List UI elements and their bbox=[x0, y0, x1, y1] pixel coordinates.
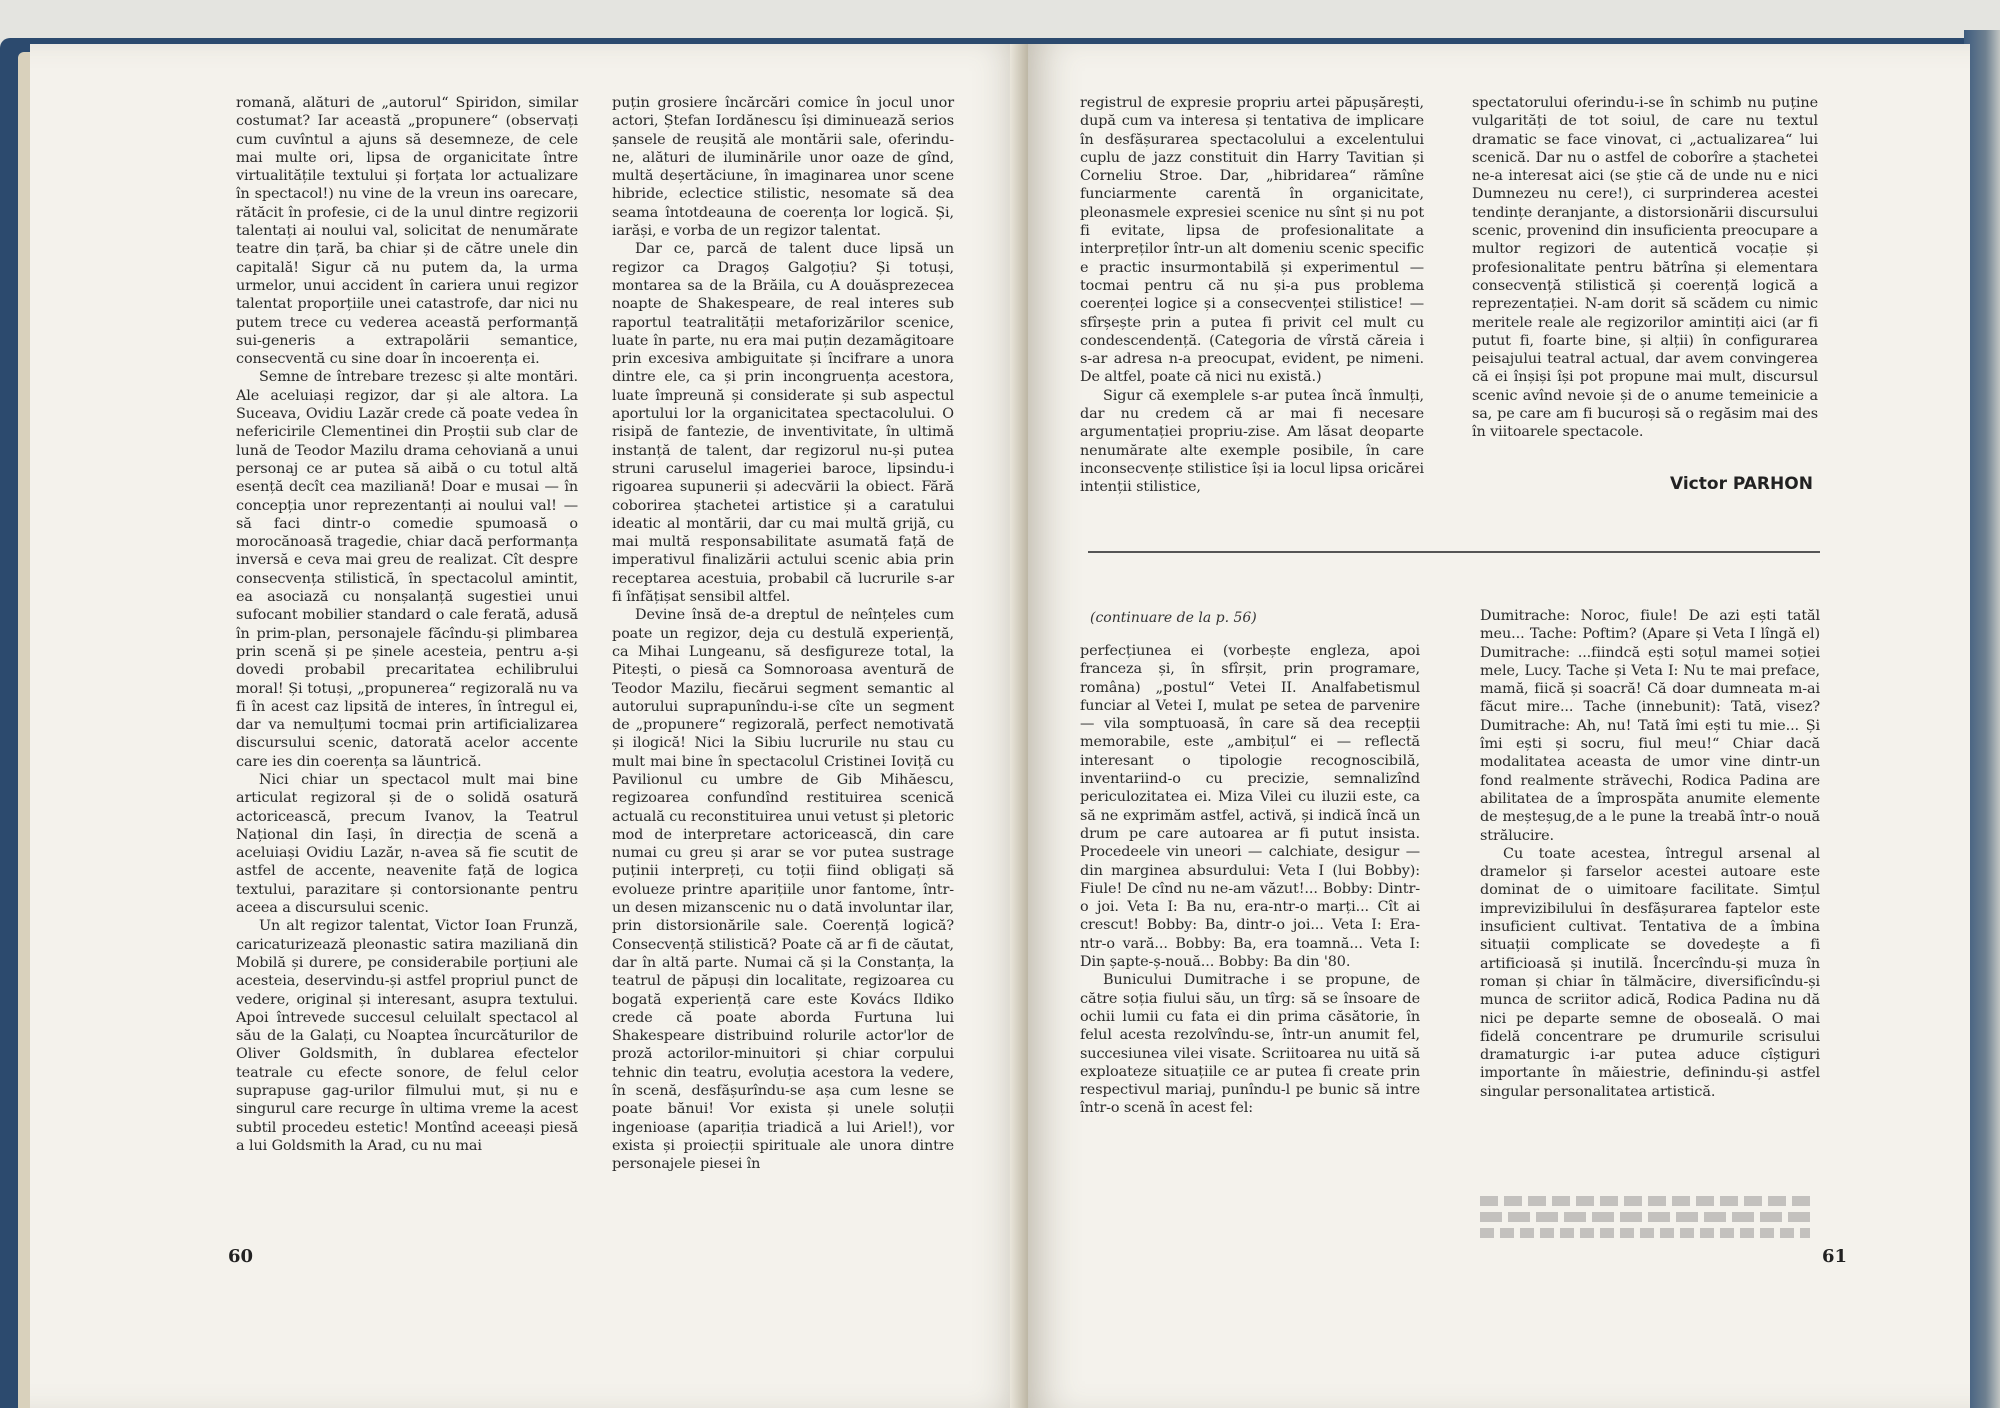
paragraph: Dar ce, parcă de talent duce lipsă un regizor ca Dragoș Galgoțiu? Și totuși, montarea sa de la Brăila, cu A douăsprezecea noapte de Shakespeare, de real interes sub raportul teatralității metaforizărilor scenice, luate în parte, nu era mai puțin dezamăgitoare prin excesiva ambiguitate și încifrare a unora dintre ele, ca și prin incongruența acestora, luate împreună și considerate și sub aspectul aportului lor la organicitatea spectacolului. O risipă de fantezie, de inventivitate, în ultimă instanță de talent, dar regizorul nu-și putea struni caruselul imageriei baroce, lipsindu-i rigoarea supunerii și adecvării la obiect. Fără coborirea ștachetei artistice și a caratului ideatic al montării, dar cu mai multă grijă, cu mai multă responsabilitate asumată față de imperativul finalizării actului scenic abia prin receptarea acestuia, probabil că lucrurile s-ar fi înfățișat sensibil altfel. bbox=[612, 241, 954, 606]
paragraph: Un alt regizor talentat, Victor Ioan Frunză, caricaturizează pleonastic satira maziliană din Mobilă și durere, pe considerabile porțiuni ale acesteia, deservindu-și astfel propriul punct de vedere, original și interesant, asupra textului. Apoi întrevede succesul celuilalt spectacol al său de la Galați, cu Noaptea încurcăturilor de Oliver Goldsmith, în dublarea efectelor teatrale cu efecte sonore, de felul celor suprapuse gag-urilor filmului mut, și nu e singurul care recurge în ultima vreme la acest subtil procedeu estetic! Montînd aceeași piesă a lui Goldsmith la Arad, cu nu mai bbox=[236, 918, 578, 1154]
section-divider bbox=[1088, 551, 1820, 553]
paragraph: Sigur că exemplele s-ar putea încă înmulți, dar nu credem că ar mai fi necesare argumentației propriu-zise. Am lăsat deoparte nenumărate alte exemple posibile, în care inconsecvențe stilistice își ia locul lipsa oricărei intenții stilistice, bbox=[1080, 387, 1424, 496]
right-page-lower-column-2 bbox=[1480, 607, 1820, 1101]
right-page bbox=[1028, 44, 1970, 1408]
page-number: 61 bbox=[1822, 1246, 1848, 1267]
paragraph: Nici chiar un spectacol mult mai bine articulat regizoral și de o solidă osatură actoricească, precum Ivanov, la Teatrul Național din Iași, în direcția de scenă a aceluiași Ovidiu Lazăr, n-avea să fie scutit de astfel de accente, neavenite față de logica textului, parazitare și contorsionante pentru aceea a discursului scenic. bbox=[236, 771, 578, 917]
paragraph: romană, alături de „autorul“ Spiridon, similar costumat? Iar această „propunere“ (observați cum cuvîntul a ajuns să desemneze, de cele mai multe ori, lipsa de organicitate între virtualitățile textului și forțata lor actualizare în spectacol!) nu vine de la vreun ins oarecare, rătăcit în profesie, ci de la unul dintre regizorii talentați ai noului val, solicitat de nenumărate teatre din țară, ba chiar și de către unele din capitală! Sigur că nu putem da, la urma urmelor, unui accident în cariera unui regizor talentat proporțiile unei catastrofe, dar nici nu putem trece cu vederea această performanță sui-generis a extrapolării semantice, consecventă cu sine doar în incoerența ei. bbox=[236, 95, 578, 368]
right-page-upper-column-2 bbox=[1472, 94, 1818, 442]
continuation-note: (continuare de la p. 56) bbox=[1090, 610, 1257, 626]
right-page-upper-column-1 bbox=[1080, 94, 1424, 497]
paragraph: Dumitrache: Noroc, fiule! De azi ești tatăl meu... Tache: Poftim? (Apare și Veta I lîngă el) Dumitrache: ...fiindcă ești soțul mamei soției mele, Lucy. Tache și Veta I: Nu te mai preface, mamă, fiică și soacră! Că doar dumneata m-ai făcut mire... Tache (innebunit): Tată, visez? Dumitrache: Ah, nu! Tată îmi ești tu mie... Și îmi ești și socru, fiul meu!“ Chiar dacă modalitatea aceasta de umor vine dintr-un fond realmente străvechi, Rodica Padina are abilitatea de a împrospăta anumite elemente de meșteșug,de a le pune la treabă într-o nouă strălucire. bbox=[1480, 608, 1820, 844]
paragraph: spectatorului oferindu-i-se în schimb nu puține vulgarități de tot soiul, de care nu textul dramatic se face vinovat, ci „actualizarea“ lui scenică. Dar nu o astfel de coborîre a ștachetei ne-a interesat aici (se știe că de unde nu e nici Dumnezeu nu cere!), ci surprinderea acestei tendințe deranjante, a distorsionării discursului scenic, provenind din insuficienta preocupare a multor regizori de autentică vocație și profesionalitate pentru bătrîna și elementara consecvență stilistică și coerență logică a reprezentației. N-am dorit să scădem cu nimic meritele reale ale regizorilor amintiți aici (ar fi putut fi, foarte bine, și alții) în configurarea peisajului teatral actual, dar avem convingerea că ei înșiși își pot propune mai mult, discursul scenic avînd nevoie și de o anume temeinicie a sa, pe care am fi bucuroși să o regăsim mai des în viitoarele spectacole. bbox=[1472, 95, 1818, 441]
page-number: 60 bbox=[228, 1246, 254, 1267]
paragraph: Cu toate acestea, întregul arsenal al dramelor și farselor acestei autoare este dominat de o uimitoare facilitate. Simțul imprevizibilului în desfășurarea faptelor este insuficient cultivat. Tentativa de a îmbina situații complicate se dovedește a fi artificioasă și inutilă. Încercîndu-și muza în roman și chiar în tălmăcire, diversificîndu-și munca de scriitor adică, Rodica Padina nu dă nici pe departe semne de oboseală. O mai fidelă concentrare pe drumurile scrisului dramaturgic i-ar putea aduce cîștiguri importante în măiestrie, definindu-și astfel singular personalitatea artistică. bbox=[1480, 845, 1820, 1100]
paragraph: puțin grosiere încărcări comice în jocul unor actori, Ștefan Iordănescu își diminuează serios șansele de reușită ale montării sale, oferindu-ne, alături de iluminările unor oaze de gînd, multă deșertăciune, în imaginarea unor scene hibride, eclectice stilistic, nesomate să dea seama întotdeauna de coerența lor logică. Și, iarăși, e vorba de un regizor talentat. bbox=[612, 95, 954, 240]
bleed-through-text bbox=[1480, 1164, 1810, 1244]
left-page bbox=[30, 44, 1026, 1408]
paragraph: Devine însă de-a dreptul de neînțeles cum poate un regizor, deja cu destulă experiență, ca Mihai Lungeanu, să desfigureze total, la Pitești, o piesă ca Somnoroasa aventură de Teodor Mazilu, fiecărui segment semantic al autorului suprapunîndu-i-se cîte un segment de „propunere“ regizorală, perfect nemotivată și ilogică! Nici la Sibiu lucrurile nu stau cu mult mai bine în spectacolul Cristinei Ioviță cu Pavilionul cu umbre de Gib Mihăescu, regizoarea confundînd restituirea scenică actuală cu reconstituirea unui vetust și pletoric mod de interpretare actoricească, din care numai cu greu și arar se vor putea sustrage puținii interpreți, cu toții fiind obligați să evolueze printre aparițiile unor fantome, într-un desen mizanscenic nu o dată involuntar ilar, prin distorsionările sale. Coerență logică? Consecvență stilistică? Poate că ar fi de căutat, dar în altă parte. Numai că și la Constanța, la teatrul de păpuși din localitate, regizoarea cu bogată experiență care este Kovács Ildiko crede că poate aborda Furtuna lui Shakespeare distribuind rolurile actor'lor de proză actorilor-minuitori și chiar corpului tehnic din teatru, evoluția acestora la vedere, în scenă, desfășurîndu-se așa cum lesne se poate bănui! Vor exista și unele soluții ingenioase (apariția triadică a lui Ariel!), vor exista și proiecții spirituale ale unora dintre personajele piesei în bbox=[612, 607, 954, 1173]
left-page-column-1 bbox=[236, 94, 578, 1155]
paragraph: perfecțiunea ei (vorbește engleza, apoi franceza și, în sfîrșit, prin programare, româna) „postul“ Vetei II. Analfabetismul funciar al Vetei I, mulat pe setea de parvenire — vila somptuoasă, în care să dea recepții memorabile, este „ambițul“ ei — reflectă interesant o tipologie recognoscibilă, inventariind-o cu precizie, semnalizînd periculozitatea ei. Miza Vilei cu iluzii este, ca să ne exprimăm astfel, activă, și indică încă un drum pe care autoarea ar fi putut insista. Procedeele vin uneori — calchiate, desigur — din marginea absurdului: Veta I (lui Bobby): Fiule! De cînd nu ne-am văzut!... Bobby: Dintr-o joi. Veta I: Ba nu, era-ntr-o marți... Cît ai crescut! Bobby: Ba, dintr-o joi... Veta I: Era-ntr-o vară... Bobby: Ba, era toamnă... Veta I: Din șapte-ș-nouă... Bobby: Ba din '80. bbox=[1080, 643, 1420, 971]
paragraph: Bunicului Dumitrache i se propune, de către soția fiului său, un tîrg: să se însoare de ochii lumii cu fata ei din prima căsătorie, în felul acesta rezolvîndu-se, într-un anumit fel, succesiunea vilei visate. Scriitoarea nu uită să exploateze situațiile ce ar putea fi create prin respectivul mariaj, punîndu-l pe bunic să intre într-o scenă în acest fel: bbox=[1080, 972, 1420, 1117]
right-page-lower-column-1 bbox=[1080, 642, 1420, 1118]
author-signature: Victor PARHON bbox=[1670, 474, 1813, 494]
paragraph: Semne de întrebare trezesc și alte montări. Ale aceluiași regizor, dar și ale altora. La Suceava, Ovidiu Lazăr crede că poate vedea în nefericirile Clementinei din Proștii sub clar de lună de Teodor Mazilu drama cehoviană a unui personaj ce ar putea să aibă o cu totul altă esență decît cea maziliană! Doar e musai — în concepția unor reprezentanți ai noului val! — să faci dintr-o comedie spumoasă o morocănoasă tragedie, chiar dacă performanța inversă e ceva mai greu de realizat. Cît despre consecvența stilistică, în spectacolul amintit, ea asociază cu nonșalanță sugestiei unui sufocant mobilier standard o cale ferată, adusă în prim-plan, personajele făcîndu-și plimbarea prin scenă și pe șinele acesteia, pentru a-și dovedi probabil precaritatea echilibrului moral! Și totuși, „propunerea“ regizorală nu va fi în acest caz lipsită de interes, în întregul ei, dar va nemulțumi tocmai prin artificializarea discursului scenic, datorată acelor accente care ies din coerența sa lăuntrică. bbox=[236, 369, 578, 770]
left-page-column-2 bbox=[612, 94, 954, 1174]
paragraph: registrul de expresie propriu artei păpușărești, după cum va interesa și tentativa de implicare în desfășurarea spectacolului a excelentului cuplu de jazz constituit din Harry Tavitian și Corneliu Stroe. Dar, „hibridarea“ rămîne funciarmente carentă în organicitate, pleonasmele expresiei scenice nu sînt și nu pot fi evitate, lipsa de profesionalitate a interpreților într-un alt domeniu scenic specific e practic insurmontabilă și experimentul — tocmai pentru că nu și-a pus problema coerenței logice și a consecvenței stilistice! — sfîrșește prin a putea fi privit cel mult cu condescendență. (Categoria de vîrstă căreia i s-ar adresa n-a preocupat, evident, pe nimeni. De altfel, poate că nici nu există.) bbox=[1080, 95, 1424, 386]
